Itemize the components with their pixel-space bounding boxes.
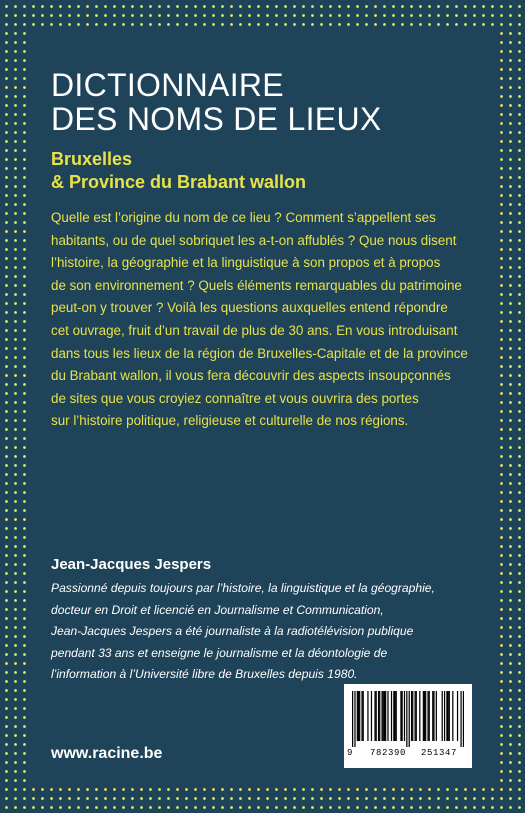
isbn-right-group: 251347 xyxy=(421,748,458,758)
blurb-line: l’histoire, la géographie et la linguistique à son propos et à propos xyxy=(51,255,441,271)
blurb-paragraph xyxy=(51,207,481,433)
blurb-line: cet ouvrage, fruit d’un travail de plus de 30 ans. En vous introduisant xyxy=(51,322,458,338)
barcode-bar xyxy=(367,691,368,741)
barcode-bar xyxy=(358,691,359,741)
barcode-bar xyxy=(381,691,382,741)
bio-line: Jean-Jacques Jespers a été journaliste à la radiotélévision publique xyxy=(51,624,414,639)
title-line-1: DICTIONNAIRE xyxy=(51,67,284,103)
barcode-bar xyxy=(444,691,445,741)
bio-line: Passionné depuis toujours par l’histoire, la linguistique et la géographie, xyxy=(51,581,435,595)
barcode-bar xyxy=(387,691,388,741)
barcode-bar xyxy=(414,691,415,741)
barcode-bar xyxy=(394,691,395,741)
barcode-bar xyxy=(424,691,425,741)
author-name: Jean-Jacques Jespers xyxy=(51,556,212,573)
barcode-bars xyxy=(352,691,464,747)
book-title xyxy=(51,68,382,136)
barcode-bar xyxy=(379,691,380,741)
blurb-line: dans tous les lieux de la région de Bruxelles-Capitale et de la province xyxy=(51,345,468,361)
barcode-bar xyxy=(374,691,375,741)
isbn-left-group: 782390 xyxy=(370,748,407,758)
barcode-bar xyxy=(425,691,426,741)
barcode-bar xyxy=(404,691,405,741)
barcode-bar xyxy=(452,691,453,741)
book-subtitle xyxy=(51,148,306,194)
barcode-bar xyxy=(446,691,447,741)
barcode-bar xyxy=(352,691,353,747)
barcode-bar xyxy=(400,691,401,741)
publisher-website: www.racine.be xyxy=(51,745,163,762)
bio-line: docteur en Droit et licencié en Journalisme et Communication, xyxy=(51,602,384,617)
bio-line: pendant 33 ans et enseigne le journalisme et la déontologie de xyxy=(51,645,388,660)
isbn-first-digit: 9 xyxy=(347,748,353,758)
barcode-bar xyxy=(463,691,464,747)
barcode-bar xyxy=(357,691,358,741)
barcode-bar xyxy=(354,691,355,747)
barcode-bar xyxy=(402,691,403,741)
barcode-bar xyxy=(460,691,461,747)
barcode-bar xyxy=(359,691,360,741)
barcode-bar xyxy=(436,691,437,741)
barcode-bar xyxy=(393,691,394,741)
isbn-barcode xyxy=(344,684,472,768)
blurb-line: de sites que vous croyiez connaître et vous ouvrira des portes xyxy=(51,390,419,406)
bio-line: l’information à l’Université libre de Bruxelles depuis 1980. xyxy=(51,667,358,682)
barcode-bar xyxy=(371,691,372,741)
subtitle-line-1: Bruxelles xyxy=(51,149,133,169)
blurb-line: sur l’histoire politique, religieuse et culturelle de nos régions. xyxy=(51,413,409,429)
blurb-line: Quelle est l’origine du nom de ce lieu ? Comment s’appellent ses xyxy=(51,210,436,225)
blurb-line: habitants, ou de quel sobriquet les a-t-on affublés ? Que nous disent xyxy=(51,232,457,248)
barcode-bar xyxy=(457,691,458,741)
barcode-bar xyxy=(378,691,379,741)
blurb-line: de son environnement ? Quels éléments remarquables du patrimoine xyxy=(51,277,462,293)
barcode-bar xyxy=(442,691,443,741)
barcode-bar xyxy=(361,691,362,741)
subtitle-line-2: & Province du Brabant wallon xyxy=(51,172,307,192)
barcode-bar xyxy=(449,691,450,741)
barcode-bar xyxy=(384,691,385,741)
barcode-bar xyxy=(396,691,397,741)
blurb-line: peut-on y trouver ? Voilà les questions auxquelles entend répondre xyxy=(51,300,448,316)
barcode-bar xyxy=(391,691,392,741)
barcode-bar xyxy=(429,691,430,741)
barcode-bar xyxy=(416,691,417,741)
barcode-bar xyxy=(376,691,377,741)
barcode-bar xyxy=(427,691,428,741)
barcode-bar xyxy=(411,691,412,741)
barcode-bar xyxy=(419,691,420,741)
barcode-bar xyxy=(423,691,424,741)
author-bio xyxy=(51,578,491,686)
barcode-bar xyxy=(412,691,413,741)
barcode-bar xyxy=(409,691,410,747)
barcode-bar xyxy=(433,691,434,741)
title-line-2: DES NOMS DE LIEUX xyxy=(51,101,382,137)
barcode-bar xyxy=(385,691,386,741)
barcode-bar xyxy=(363,691,364,741)
barcode-bar xyxy=(432,691,433,741)
barcode-bar xyxy=(383,691,384,741)
blurb-line: du Brabant wallon, il vous fera découvrir des aspects insoupçonnés xyxy=(51,368,451,384)
barcode-bar xyxy=(406,691,407,747)
barcode-bar xyxy=(447,691,448,741)
